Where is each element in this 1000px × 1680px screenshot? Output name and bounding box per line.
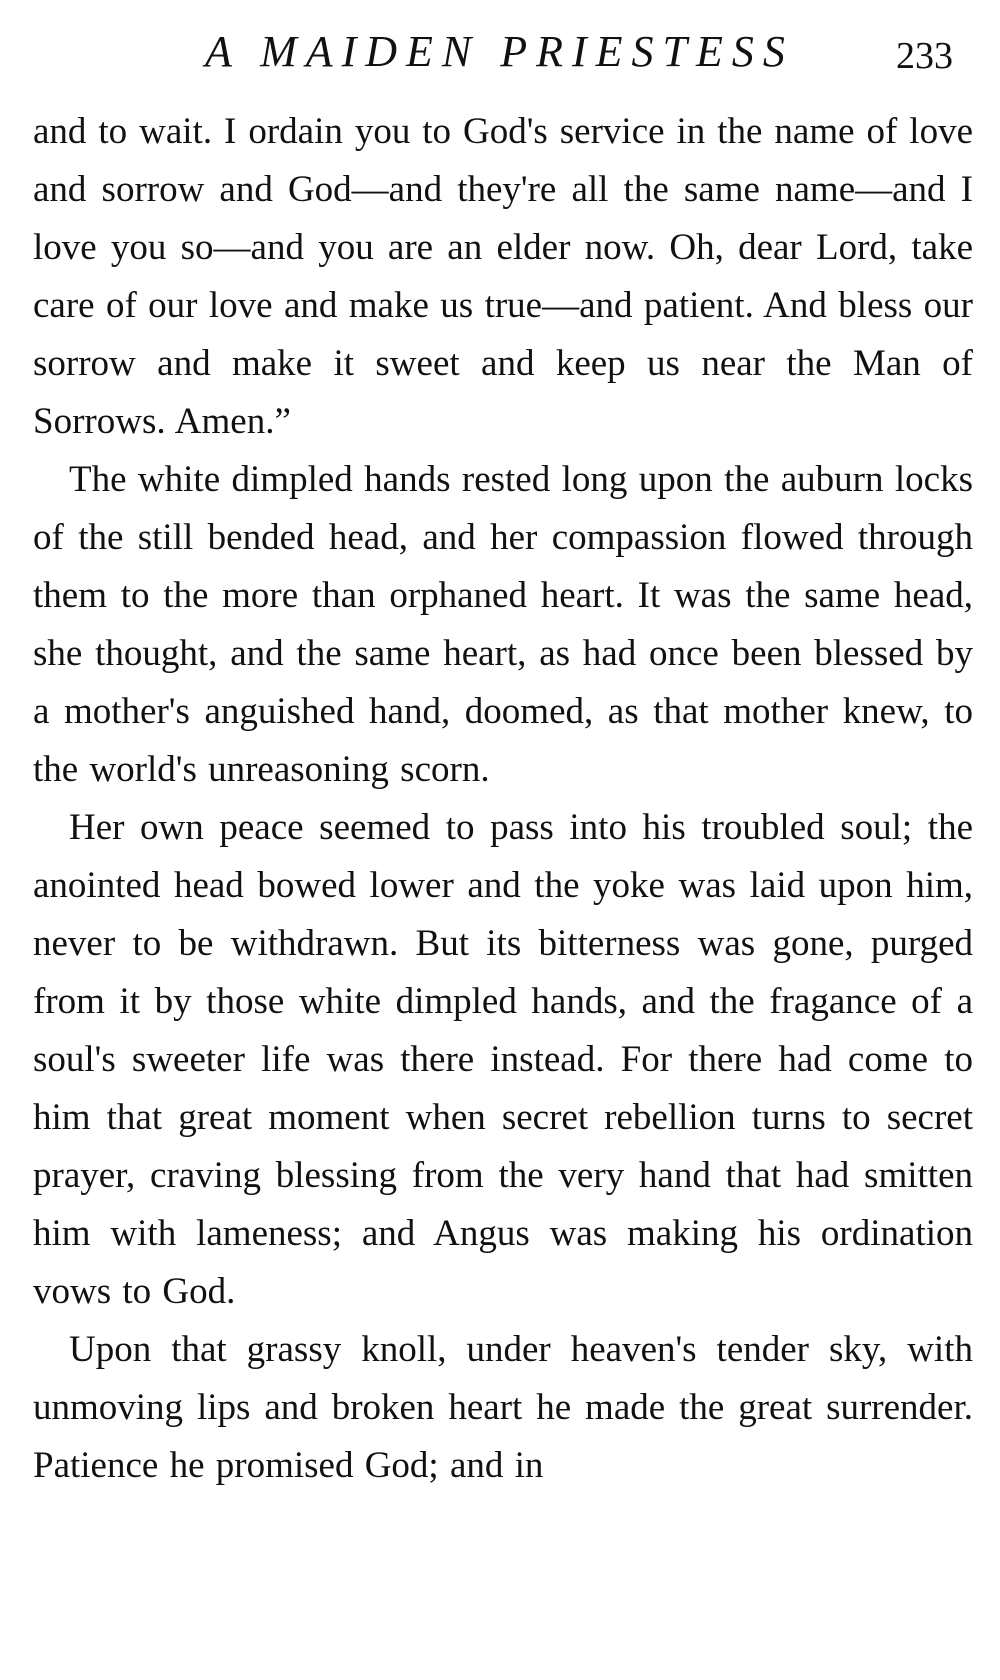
page-number: 233 [896, 35, 953, 77]
running-title: A MAIDEN PRIESTESS [205, 27, 794, 76]
paragraph: The white dimpled hands rested long upon the auburn locks of the still bended head, and her compassion flowed through them to the more than orphaned heart. It was the same head, she thought, and the same heart, as had once been blessed by a mother's anguished hand, doomed, as that mother knew, to the world's unreasoning scorn. [33, 459, 973, 790]
paragraph-continued: and to wait. I ordain you to God's service in the name of love and sorrow and God—and they're all the same name—and I love you so—and you are an elder now. Oh, dear Lord, take care of our love and make us true—and patient. And bless our sorrow and make it sweet and keep us near the Man of Sorrows. Amen.” [33, 111, 973, 442]
paragraph: Upon that grassy knoll, under heaven's tender sky, with unmoving lips and broken heart he made the great surrender. Patience he promised God; and in [33, 1329, 973, 1486]
running-header [0, 22, 1000, 82]
body-text [33, 103, 973, 1495]
paragraph: Her own peace seemed to pass into his troubled soul; the anointed head bowed lower and the yoke was laid upon him, never to be withdrawn. But its bitterness was gone, purged from it by those white dimpled hands, and the fragance of a soul's sweeter life was there instead. For there had come to him that great moment when secret rebellion turns to secret prayer, craving blessing from the very hand that had smitten him with lameness; and Angus was making his ordination vows to God. [33, 807, 973, 1312]
